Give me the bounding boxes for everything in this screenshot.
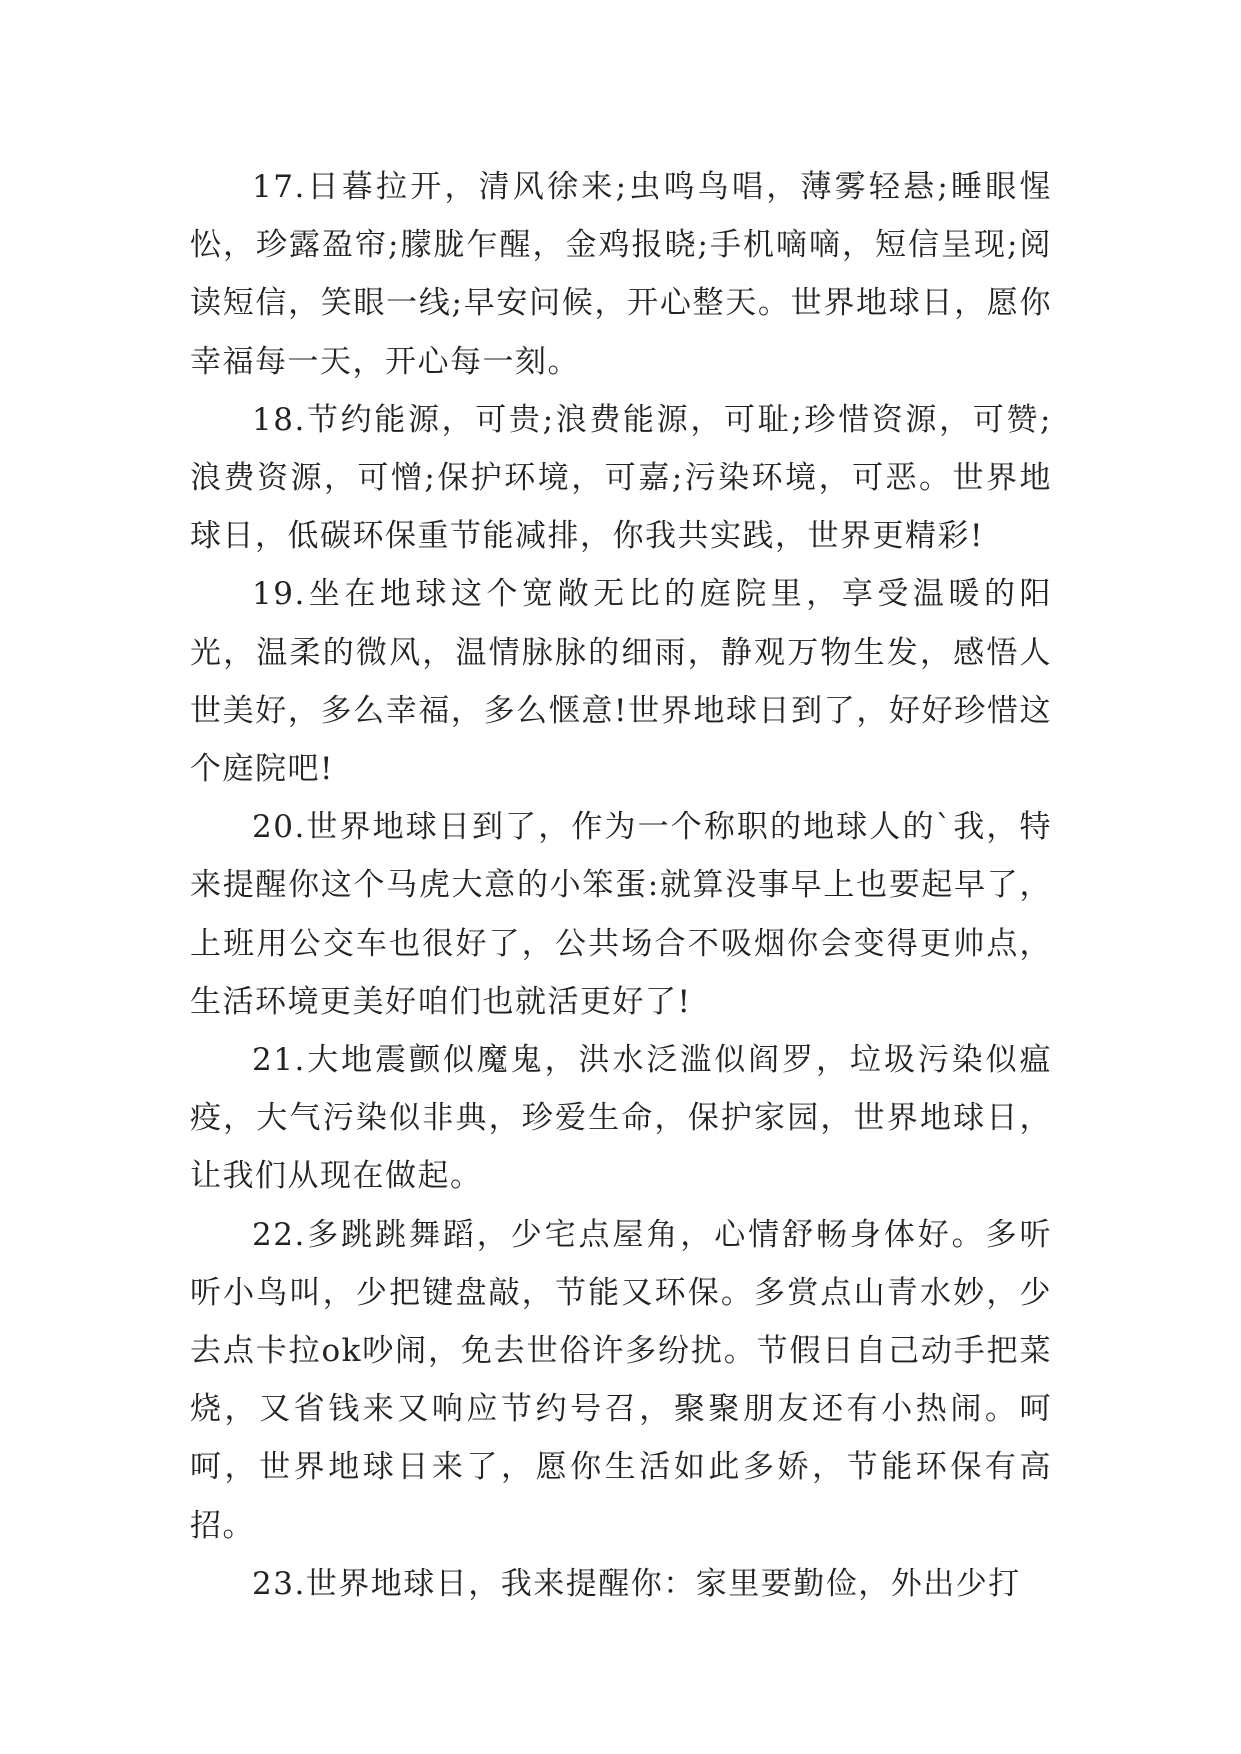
paragraph-17: 17.日暮拉开，清风徐来;虫鸣鸟唱，薄雾轻悬;睡眼惺忪，珍露盈帘;朦胧乍醒，金鸡报晓;手机嘀嘀，短信呈现;阅读短信，笑眼一线;早安问候，开心整天。世界地球日，愿你幸福每一天，开心每一刻。 <box>190 169 1052 380</box>
paragraph-22: 22.多跳跳舞蹈，少宅点屋角，心情舒畅身体好。多听听小鸟叫，少把键盘敲，节能又环保。多赏点山青水妙，少去点卡拉ok吵闹，免去世俗许多纷扰。节假日自己动手把菜烧，又省钱来又响应节约号召，聚聚朋友还有小热闹。呵呵，世界地球日来了，愿你生活如此多娇，节能环保有高招。 <box>190 1216 1052 1544</box>
paragraph-18: 18.节约能源，可贵;浪费能源，可耻;珍惜资源，可赞;浪费资源，可憎;保护环境，可嘉;污染环境，可恶。世界地球日，低碳环保重节能减排，你我共实践，世界更精彩! <box>190 401 1052 555</box>
document-body <box>190 158 1052 1613</box>
paragraph-23: 23.世界地球日，我来提醒你：家里要勤俭，外出少打 <box>252 1565 1021 1602</box>
paragraph-19: 19.坐在地球这个宽敞无比的庭院里，享受温暖的阳光，温柔的微风，温情脉脉的细雨，静观万物生发，感悟人世美好，多么幸福，多么惬意!世界地球日到了，好好珍惜这个庭院吧! <box>190 576 1052 788</box>
paragraph-21: 21.大地震颤似魔鬼，洪水泛滥似阎罗，垃圾污染似瘟疫，大气污染似非典，珍爱生命，保护家园，世界地球日，让我们从现在做起。 <box>190 1042 1052 1195</box>
paragraph-20: 20.世界地球日到了，作为一个称职的地球人的`我，特来提醒你这个马虎大意的小笨蛋:就算没事早上也要起早了，上班用公交车也很好了，公共场合不吸烟你会变得更帅点，生活环境更美好咱们也就活更好了! <box>190 809 1052 1020</box>
